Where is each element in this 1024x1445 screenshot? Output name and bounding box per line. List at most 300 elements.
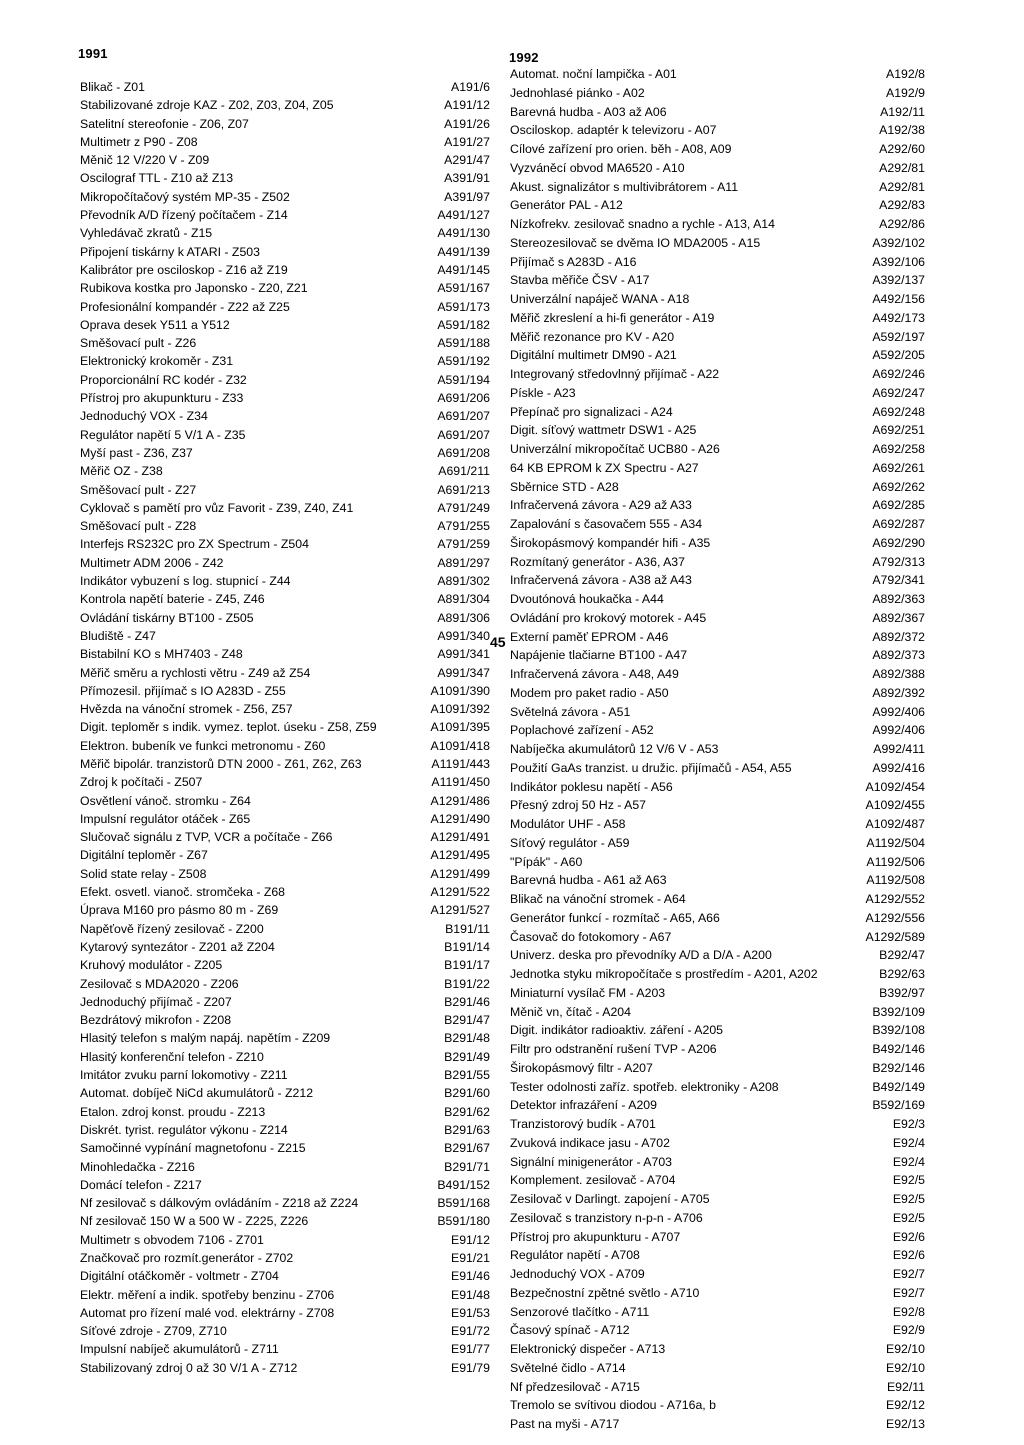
entry-title: Slučovač signálu z TVP, VCR a počítače - Z66 bbox=[80, 830, 333, 845]
entry-page-code: A791/259 bbox=[437, 537, 490, 552]
entry-page-code: A391/97 bbox=[444, 189, 490, 204]
index-entry bbox=[510, 367, 925, 386]
entry-title: Tester odolnosti zaříz. spotřeb. elektroniky - A208 bbox=[510, 1079, 779, 1094]
index-entry bbox=[80, 1123, 490, 1141]
index-entry bbox=[510, 780, 925, 799]
index-entry bbox=[510, 1192, 925, 1211]
entry-title: Zesilovač s tranzistory n-p-n - A706 bbox=[510, 1210, 703, 1225]
entry-page-code: A791/249 bbox=[437, 500, 490, 515]
index-entry bbox=[80, 885, 490, 903]
entry-title: Externí paměť EPROM - A46 bbox=[510, 629, 669, 644]
entry-page-code: A692/262 bbox=[872, 479, 925, 494]
entry-title: Zesilovač s MDA2020 - Z206 bbox=[80, 976, 239, 991]
index-entry bbox=[80, 281, 490, 299]
entry-page-code: E92/12 bbox=[886, 1398, 925, 1413]
entry-title: Směšovací pult - Z28 bbox=[80, 519, 197, 534]
index-entry bbox=[80, 391, 490, 409]
entry-title: Akust. signalizátor s multivibrátorem - A11 bbox=[510, 179, 739, 194]
entry-title: Bezpečnostní zpětné světlo - A710 bbox=[510, 1285, 700, 1300]
index-entry bbox=[80, 592, 490, 610]
entry-title: Detektor infrazáření - A209 bbox=[510, 1098, 657, 1113]
entry-title: Světelné čidlo - A714 bbox=[510, 1360, 626, 1375]
entry-title: "Pípák" - A60 bbox=[510, 854, 583, 869]
entry-title: Oscilograf TTL - Z10 až Z13 bbox=[80, 171, 234, 186]
index-entry bbox=[80, 1324, 490, 1342]
entry-title: Síťové zdroje - Z709, Z710 bbox=[80, 1324, 227, 1339]
entry-page-code: A692/261 bbox=[872, 460, 925, 475]
entry-title: Digit. síťový wattmetr DSW1 - A25 bbox=[510, 423, 697, 438]
index-entry bbox=[80, 812, 490, 830]
index-entry bbox=[510, 1380, 925, 1399]
entry-page-code: A191/6 bbox=[451, 80, 490, 94]
entry-page-code: A192/8 bbox=[886, 67, 925, 81]
entry-page-code: A1291/491 bbox=[430, 830, 490, 845]
entry-title: Signální minigenerátor - A703 bbox=[510, 1154, 673, 1169]
entry-page-code: A1291/486 bbox=[430, 793, 490, 808]
entry-list bbox=[80, 80, 490, 1379]
index-entry bbox=[80, 446, 490, 464]
entry-title: Oprava desek Y511 a Y512 bbox=[80, 317, 230, 332]
entry-page-code: A592/197 bbox=[872, 329, 925, 344]
entry-page-code: A792/341 bbox=[872, 573, 925, 588]
entry-page-code: E92/5 bbox=[892, 1192, 925, 1206]
index-entry bbox=[510, 1098, 925, 1117]
entry-page-code: A1092/454 bbox=[865, 779, 925, 794]
entry-page-code: A292/83 bbox=[879, 198, 925, 213]
index-entry bbox=[80, 1306, 490, 1324]
entry-title: Generátor funkcí - rozmítač - A65, A66 bbox=[510, 910, 720, 925]
entry-title: Profesionální kompandér - Z22 až Z25 bbox=[80, 299, 290, 314]
entry-page-code: A1291/499 bbox=[430, 866, 490, 881]
index-entry bbox=[510, 123, 925, 142]
entry-page-code: A491/139 bbox=[437, 244, 490, 259]
index-entry bbox=[510, 686, 925, 705]
entry-page-code: A292/86 bbox=[879, 217, 925, 231]
entry-title: Jednoduchý přijímač - Z207 bbox=[80, 994, 232, 1009]
index-entry bbox=[510, 1042, 925, 1061]
entry-title: Stereozesilovač se dvěma IO MDA2005 - A15 bbox=[510, 235, 761, 250]
index-entry bbox=[80, 1288, 490, 1306]
entry-page-code: A1292/589 bbox=[865, 929, 925, 944]
entry-page-code: A1292/556 bbox=[865, 910, 925, 925]
entry-page-code: E91/79 bbox=[451, 1360, 490, 1375]
entry-page-code: E92/8 bbox=[892, 1304, 925, 1319]
entry-page-code: A491/130 bbox=[437, 226, 490, 241]
entry-title: Indikátor poklesu napětí - A56 bbox=[510, 779, 673, 794]
index-entry bbox=[80, 977, 490, 995]
entry-title: Cyklovač s pamětí pro vůz Favorit - Z39, Z40, Z41 bbox=[80, 500, 354, 515]
entry-page-code: A1292/552 bbox=[865, 892, 925, 906]
entry-title: Barevná hudba - A03 až A06 bbox=[510, 104, 667, 119]
entry-page-code: A291/47 bbox=[444, 153, 490, 168]
index-entry bbox=[80, 1160, 490, 1178]
index-entry bbox=[510, 1230, 925, 1249]
entry-title: Ovládání tiskárny BT100 - Z505 bbox=[80, 610, 254, 625]
entry-title: Ovládání pro krokový motorek - A45 bbox=[510, 610, 707, 625]
index-entry bbox=[80, 519, 490, 537]
entry-title: Automat. noční lampička - A01 bbox=[510, 67, 677, 81]
entry-title: Stabilizované zdroje KAZ - Z02, Z03, Z04, Z05 bbox=[80, 98, 334, 113]
entry-title: Časovač do fotokomory - A67 bbox=[510, 929, 672, 944]
index-entry bbox=[80, 1342, 490, 1360]
index-entry bbox=[80, 117, 490, 135]
entry-page-code: A392/102 bbox=[872, 235, 925, 250]
index-entry bbox=[80, 1105, 490, 1123]
entry-title: Nf zesilovač s dálkovým ovládáním - Z218 až Z224 bbox=[80, 1196, 359, 1211]
entry-page-code: B392/108 bbox=[872, 1023, 925, 1038]
entry-page-code: A892/388 bbox=[872, 667, 925, 681]
entry-title: Samočinné vypínání magnetofonu - Z215 bbox=[80, 1141, 306, 1156]
index-entry bbox=[510, 1023, 925, 1042]
entry-title: Nabíječka akumulátorů 12 V/6 V - A53 bbox=[510, 742, 719, 756]
entry-page-code: E92/3 bbox=[892, 1117, 925, 1131]
entry-page-code: A191/27 bbox=[444, 134, 490, 149]
index-entry bbox=[510, 761, 925, 780]
entry-page-code: A191/12 bbox=[444, 98, 490, 113]
entry-page-code: B191/22 bbox=[444, 976, 490, 991]
index-entry bbox=[510, 1117, 925, 1136]
entry-title: Diskrét. tyrist. regulátor výkonu - Z214 bbox=[80, 1122, 288, 1137]
entry-title: Regulátor napětí - A708 bbox=[510, 1248, 640, 1263]
entry-page-code: A692/251 bbox=[872, 423, 925, 438]
entry-page-code: A992/406 bbox=[872, 723, 925, 738]
entry-page-code: E91/48 bbox=[451, 1287, 490, 1302]
index-entry bbox=[510, 873, 925, 892]
entry-title: Domácí telefon - Z217 bbox=[80, 1177, 202, 1192]
entry-page-code: E92/11 bbox=[886, 1379, 925, 1394]
index-entry bbox=[80, 556, 490, 574]
index-entry bbox=[510, 967, 925, 986]
index-entry bbox=[510, 105, 925, 124]
entry-page-code: A1092/487 bbox=[865, 817, 925, 831]
entry-page-code: E92/10 bbox=[886, 1360, 925, 1375]
index-entry bbox=[80, 428, 490, 446]
index-entry bbox=[510, 836, 925, 855]
entry-title: Elektronický dispečer - A713 bbox=[510, 1342, 666, 1356]
entry-page-code: B292/47 bbox=[879, 948, 925, 963]
entry-page-code: A1191/450 bbox=[431, 775, 490, 790]
entry-title: Širokopásmový kompandér hifi - A35 bbox=[510, 535, 711, 550]
entry-title: Indikátor vybuzení s log. stupnicí - Z44 bbox=[80, 574, 291, 589]
entry-title: Přístroj pro akupunkturu - Z33 bbox=[80, 391, 244, 406]
entry-page-code: A892/372 bbox=[872, 629, 925, 644]
entry-title: Minohledačka - Z216 bbox=[80, 1159, 195, 1174]
entry-page-code: A891/304 bbox=[437, 592, 490, 607]
entry-title: Digitální multimetr DM90 - A21 bbox=[510, 348, 677, 363]
entry-title: Zdroj k počítači - Z507 bbox=[80, 775, 203, 790]
index-entry bbox=[510, 461, 925, 480]
entry-page-code: A692/247 bbox=[872, 385, 925, 400]
entry-title: Kytarový syntezátor - Z201 až Z204 bbox=[80, 939, 275, 954]
entry-page-code: B291/55 bbox=[444, 1068, 490, 1083]
entry-page-code: E91/12 bbox=[451, 1232, 490, 1247]
entry-page-code: A591/194 bbox=[437, 372, 490, 387]
entry-title: Přijímač s A283D - A16 bbox=[510, 254, 637, 269]
entry-title: Miniaturní vysílač FM - A203 bbox=[510, 985, 666, 1000]
entry-title: Multimetr s obvodem 7106 - Z701 bbox=[80, 1232, 264, 1247]
entry-page-code: B492/149 bbox=[872, 1079, 925, 1094]
index-entry bbox=[510, 405, 925, 424]
index-entry bbox=[80, 702, 490, 720]
entry-title: Směšovací pult - Z26 bbox=[80, 336, 197, 351]
entry-list bbox=[510, 67, 925, 1436]
entry-page-code: E92/5 bbox=[892, 1210, 925, 1225]
entry-page-code: A991/340 bbox=[437, 628, 490, 643]
entry-page-code: A492/173 bbox=[872, 310, 925, 325]
index-entry bbox=[80, 1141, 490, 1159]
entry-page-code: A591/173 bbox=[437, 299, 490, 314]
entry-page-code: A991/347 bbox=[437, 665, 490, 680]
entry-title: Tranzistorový budík - A701 bbox=[510, 1117, 656, 1131]
index-entry bbox=[80, 1269, 490, 1287]
entry-page-code: A791/255 bbox=[437, 519, 490, 534]
entry-title: Přístroj pro akupunkturu - A707 bbox=[510, 1229, 681, 1244]
index-entry bbox=[510, 1136, 925, 1155]
entry-page-code: A1192/506 bbox=[866, 854, 925, 869]
index-entry bbox=[80, 318, 490, 336]
entry-title: Širokopásmový filtr - A207 bbox=[510, 1060, 653, 1075]
entry-title: Měnič 12 V/220 V - Z09 bbox=[80, 153, 210, 168]
entry-title: Hlasitý telefon s malým napáj. napětím - Z209 bbox=[80, 1031, 331, 1046]
index-entry bbox=[510, 1267, 925, 1286]
entry-title: Filtr pro odstranění rušení TVP - A206 bbox=[510, 1042, 717, 1056]
entry-title: Přesný zdroj 50 Hz - A57 bbox=[510, 798, 647, 813]
entry-page-code: E92/6 bbox=[892, 1248, 925, 1263]
entry-page-code: A892/367 bbox=[872, 610, 925, 625]
index-entry bbox=[510, 161, 925, 180]
entry-title: Dvoutónová houkačka - A44 bbox=[510, 592, 664, 606]
index-entry bbox=[510, 1061, 925, 1080]
entry-title: Blikač - Z01 bbox=[80, 80, 145, 94]
entry-page-code: E92/10 bbox=[886, 1342, 925, 1356]
entry-page-code: B392/109 bbox=[872, 1004, 925, 1019]
index-entry bbox=[510, 705, 925, 724]
entry-title: Pískle - A23 bbox=[510, 385, 576, 400]
entry-title: Napájenie tlačiarne BT100 - A47 bbox=[510, 648, 688, 663]
entry-page-code: B191/14 bbox=[444, 939, 490, 954]
index-entry bbox=[510, 723, 925, 742]
entry-page-code: A591/188 bbox=[437, 336, 490, 351]
entry-page-code: E92/4 bbox=[892, 1135, 925, 1150]
index-entry bbox=[80, 1214, 490, 1232]
entry-title: Světelná závora - A51 bbox=[510, 704, 631, 719]
entry-title: Bludiště - Z47 bbox=[80, 628, 156, 643]
index-entry bbox=[510, 217, 925, 236]
index-entry bbox=[80, 1050, 490, 1068]
entry-page-code: A1192/504 bbox=[866, 835, 925, 850]
index-entry bbox=[80, 611, 490, 629]
entry-page-code: E91/21 bbox=[451, 1251, 490, 1265]
entry-title: Satelitní stereofonie - Z06, Z07 bbox=[80, 116, 249, 131]
entry-title: Nízkofrekv. zesilovač snadno a rychle - A13, A14 bbox=[510, 217, 775, 231]
index-entry bbox=[80, 739, 490, 757]
entry-title: Kontrola napětí baterie - Z45, Z46 bbox=[80, 592, 265, 607]
entry-page-code: A691/207 bbox=[437, 427, 490, 442]
entry-title: Jednohlasé piánko - A02 bbox=[510, 85, 645, 100]
entry-page-code: E91/72 bbox=[451, 1324, 490, 1339]
index-entry bbox=[80, 775, 490, 793]
index-entry bbox=[80, 666, 490, 684]
entry-page-code: A892/373 bbox=[872, 648, 925, 663]
entry-title: Časový spínač - A712 bbox=[510, 1323, 630, 1338]
entry-page-code: E92/6 bbox=[892, 1229, 925, 1244]
index-entry bbox=[510, 67, 925, 86]
entry-title: Hlasitý konferenční telefon - Z210 bbox=[80, 1049, 264, 1064]
index-entry bbox=[80, 171, 490, 189]
entry-page-code: B291/60 bbox=[444, 1086, 490, 1101]
entry-title: Proporcionální RC kodér - Z32 bbox=[80, 372, 247, 387]
index-entry bbox=[510, 1361, 925, 1380]
entry-title: Univerzální mikropočítač UCB80 - A26 bbox=[510, 442, 720, 456]
entry-page-code: E91/53 bbox=[451, 1305, 490, 1320]
entry-page-code: A1191/443 bbox=[431, 756, 490, 771]
index-entry bbox=[80, 135, 490, 153]
entry-page-code: E92/7 bbox=[892, 1285, 925, 1300]
index-entry bbox=[80, 1068, 490, 1086]
entry-title: Nf zesilovač 150 W a 500 W - Z225, Z226 bbox=[80, 1214, 309, 1229]
entry-title: Senzorové tlačítko - A711 bbox=[510, 1304, 650, 1319]
entry-title: Univerzální napáječ WANA - A18 bbox=[510, 292, 690, 306]
index-entry bbox=[510, 480, 925, 499]
entry-title: Poplachové zařízení - A52 bbox=[510, 723, 654, 738]
index-entry bbox=[80, 1013, 490, 1031]
entry-title: Měřič zkreslení a hi-fi generátor - A19 bbox=[510, 310, 715, 325]
index-entry bbox=[510, 1155, 925, 1174]
index-entry bbox=[80, 629, 490, 647]
index-entry bbox=[80, 336, 490, 354]
index-entry bbox=[80, 757, 490, 775]
entry-title: Stavba měřiče ČSV - A17 bbox=[510, 273, 650, 288]
entry-title: Digit. indikátor radioaktiv. záření - A205 bbox=[510, 1023, 724, 1038]
index-entry bbox=[510, 742, 925, 761]
index-entry bbox=[510, 1342, 925, 1361]
entry-page-code: B591/180 bbox=[437, 1214, 490, 1229]
entry-page-code: B491/152 bbox=[437, 1177, 490, 1192]
entry-title: Bistabilní KO s MH7403 - Z48 bbox=[80, 647, 243, 662]
entry-page-code: A892/392 bbox=[872, 685, 925, 700]
entry-page-code: A492/156 bbox=[872, 292, 925, 306]
entry-title: Stabilizovaný zdroj 0 až 30 V/1 A - Z712 bbox=[80, 1360, 298, 1375]
entry-title: Myší past - Z36, Z37 bbox=[80, 445, 193, 460]
page-number: 45 bbox=[490, 634, 506, 650]
entry-page-code: A991/341 bbox=[437, 647, 490, 662]
entry-page-code: A1291/490 bbox=[430, 811, 490, 826]
index-entry bbox=[80, 867, 490, 885]
index-entry bbox=[80, 903, 490, 921]
index-entry bbox=[80, 245, 490, 263]
entry-page-code: A691/211 bbox=[438, 464, 490, 479]
entry-title: Kalibrátor pre osciloskop - Z16 až Z19 bbox=[80, 262, 288, 277]
entry-title: Multimetr ADM 2006 - Z42 bbox=[80, 555, 224, 570]
entry-title: Měřič rezonance pro KV - A20 bbox=[510, 329, 675, 344]
entry-page-code: A191/26 bbox=[444, 116, 490, 131]
index-entry bbox=[510, 198, 925, 217]
entry-title: Regulátor napětí 5 V/1 A - Z35 bbox=[80, 427, 246, 442]
index-entry bbox=[510, 142, 925, 161]
entry-title: Solid state relay - Z508 bbox=[80, 866, 207, 881]
entry-page-code: A992/416 bbox=[872, 760, 925, 775]
entry-title: Infračervená závora - A38 až A43 bbox=[510, 573, 692, 588]
entry-title: Rubikova kostka pro Japonsko - Z20, Z21 bbox=[80, 281, 308, 296]
entry-title: Sběrnice STD - A28 bbox=[510, 479, 619, 494]
entry-page-code: A1091/418 bbox=[430, 738, 490, 753]
entry-page-code: A891/302 bbox=[437, 574, 490, 589]
index-entry bbox=[510, 1417, 925, 1436]
index-entry bbox=[510, 592, 925, 611]
entry-page-code: A691/213 bbox=[437, 482, 490, 497]
index-entry bbox=[510, 555, 925, 574]
index-entry bbox=[80, 354, 490, 372]
index-entry bbox=[510, 611, 925, 630]
entry-page-code: A1091/390 bbox=[430, 683, 490, 698]
entry-page-code: B291/46 bbox=[444, 994, 490, 1009]
entry-title: Digitální otáčkoměr - voltmetr - Z704 bbox=[80, 1269, 279, 1284]
entry-page-code: B291/47 bbox=[444, 1013, 490, 1028]
index-entry bbox=[510, 1173, 925, 1192]
index-entry bbox=[510, 948, 925, 967]
entry-title: Impulsní regulátor otáček - Z65 bbox=[80, 811, 251, 826]
entry-page-code: A692/290 bbox=[872, 535, 925, 550]
index-entry bbox=[510, 930, 925, 949]
index-entry bbox=[80, 1251, 490, 1269]
index-entry bbox=[80, 226, 490, 244]
year-heading: 1991 bbox=[78, 46, 108, 61]
entry-page-code: A591/182 bbox=[437, 317, 490, 332]
index-entry bbox=[510, 1398, 925, 1417]
index-entry bbox=[80, 300, 490, 318]
index-entry bbox=[80, 80, 490, 98]
index-entry bbox=[80, 373, 490, 391]
entry-title: Bezdrátový mikrofon - Z208 bbox=[80, 1013, 232, 1028]
entry-page-code: A692/248 bbox=[872, 404, 925, 419]
entry-title: Past na myši - A717 bbox=[510, 1417, 620, 1431]
entry-title: Mikropočítačový systém MP-35 - Z502 bbox=[80, 189, 290, 204]
index-entry bbox=[80, 922, 490, 940]
index-entry bbox=[510, 630, 925, 649]
index-entry bbox=[80, 501, 490, 519]
entry-title: Přímozesil. přijímač s IO A283D - Z55 bbox=[80, 683, 286, 698]
entry-title: Etalon. zdroj konst. proudu - Z213 bbox=[80, 1104, 266, 1119]
entry-title: Vyhledávač zkratů - Z15 bbox=[80, 226, 213, 241]
index-entry bbox=[510, 236, 925, 255]
index-entry bbox=[510, 892, 925, 911]
index-entry bbox=[510, 798, 925, 817]
index-entry bbox=[510, 255, 925, 274]
index-entry bbox=[510, 817, 925, 836]
entry-title: Univerz. deska pro převodníky A/D a D/A - A200 bbox=[510, 948, 772, 963]
entry-title: Barevná hudba - A61 až A63 bbox=[510, 873, 667, 888]
entry-title: 64 KB EPROM k ZX Spectru - A27 bbox=[510, 460, 699, 475]
index-entry bbox=[510, 648, 925, 667]
entry-page-code: E92/7 bbox=[892, 1267, 925, 1281]
entry-page-code: A892/363 bbox=[872, 592, 925, 606]
entry-page-code: A591/192 bbox=[437, 354, 490, 369]
entry-page-code: B291/62 bbox=[444, 1104, 490, 1119]
index-entry bbox=[80, 1086, 490, 1104]
entry-page-code: E92/13 bbox=[886, 1417, 925, 1431]
entry-title: Modem pro paket radio - A50 bbox=[510, 685, 669, 700]
entry-page-code: A692/246 bbox=[872, 367, 925, 381]
entry-title: Převodník A/D řízený počítačem - Z14 bbox=[80, 208, 288, 223]
index-entry bbox=[510, 1305, 925, 1324]
entry-page-code: A192/9 bbox=[886, 85, 925, 100]
index-entry bbox=[80, 409, 490, 427]
entry-title: Úprava M160 pro pásmo 80 m - Z69 bbox=[80, 903, 279, 918]
entry-page-code: A292/81 bbox=[879, 179, 925, 194]
entry-title: Zapalování s časovačem 555 - A34 bbox=[510, 517, 703, 531]
entry-page-code: A891/306 bbox=[437, 610, 490, 625]
index-entry bbox=[510, 1005, 925, 1024]
